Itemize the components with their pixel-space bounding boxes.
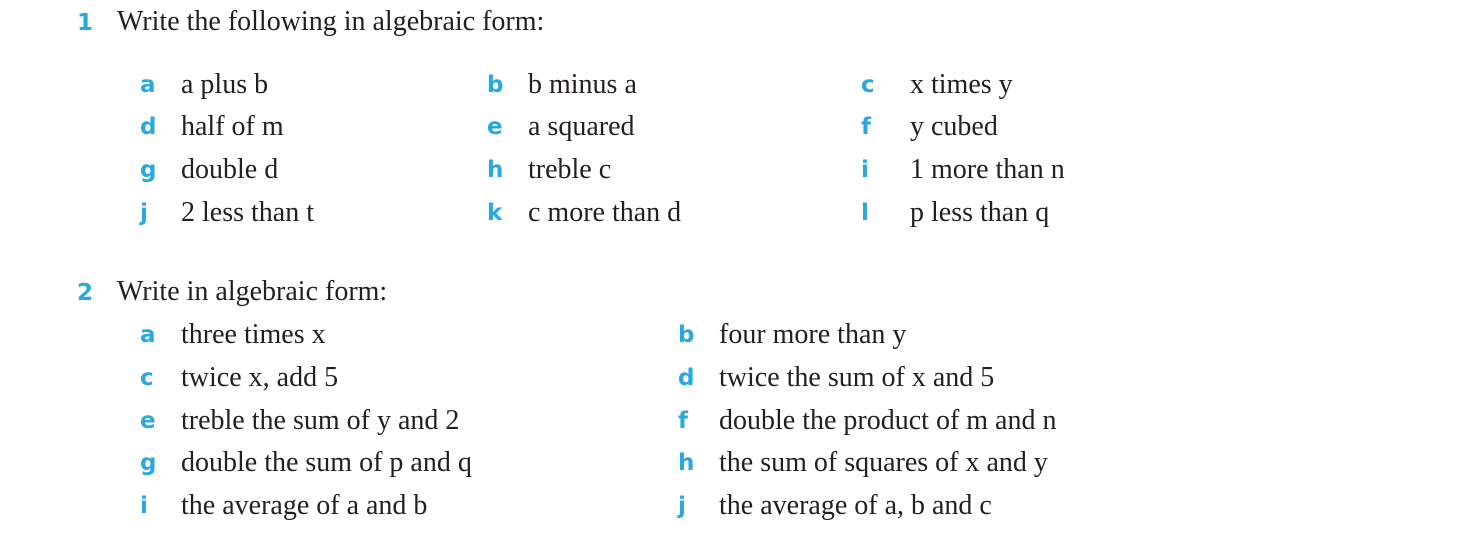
part-text: double the sum of p and q <box>181 447 472 478</box>
part-text: 2 less than t <box>181 197 314 228</box>
question-2-stem: Write in algebraic form: <box>117 276 388 307</box>
part-letter: b <box>487 72 504 98</box>
part-letter: g <box>140 157 157 183</box>
part-text: c more than d <box>528 197 682 228</box>
part-letter: h <box>678 450 695 476</box>
part-text: treble the sum of y and 2 <box>181 405 460 436</box>
question-2-number: 2 <box>77 280 94 306</box>
part-text: the average of a, b and c <box>719 490 992 521</box>
part-text: half of m <box>181 111 284 142</box>
part-letter: a <box>140 322 156 348</box>
part-text: double d <box>181 154 279 185</box>
part-letter: h <box>487 157 504 183</box>
part-letter: l <box>861 200 869 226</box>
part-text: the average of a and b <box>181 490 428 521</box>
part-text: x times y <box>910 69 1013 100</box>
part-text: four more than y <box>719 319 907 350</box>
part-text: treble c <box>528 154 612 185</box>
part-letter: e <box>487 114 503 140</box>
part-letter: c <box>140 365 154 391</box>
part-text: double the product of m and n <box>719 405 1057 436</box>
part-text: three times x <box>181 319 326 350</box>
part-letter: k <box>487 200 503 226</box>
part-letter: i <box>861 157 869 183</box>
part-text: a plus b <box>181 69 269 100</box>
part-letter: c <box>861 72 875 98</box>
part-letter: a <box>140 72 156 98</box>
part-text: twice the sum of x and 5 <box>719 362 995 393</box>
part-text: a squared <box>528 111 635 142</box>
part-letter: j <box>678 493 686 519</box>
part-letter: b <box>678 322 695 348</box>
part-letter: f <box>861 114 872 140</box>
part-letter: e <box>140 408 156 434</box>
part-letter: d <box>140 114 157 140</box>
question-1-stem: Write the following in algebraic form: <box>117 6 545 37</box>
part-letter: d <box>678 365 695 391</box>
part-letter: g <box>140 450 157 476</box>
part-text: b minus a <box>528 69 637 100</box>
part-letter: j <box>140 200 148 226</box>
question-1-number: 1 <box>77 10 94 36</box>
part-letter: i <box>140 493 148 519</box>
part-text: y cubed <box>910 111 998 142</box>
part-text: the sum of squares of x and y <box>719 447 1048 478</box>
part-letter: f <box>678 408 689 434</box>
part-text: p less than q <box>910 197 1050 228</box>
part-text: twice x, add 5 <box>181 362 339 393</box>
part-text: 1 more than n <box>910 154 1065 185</box>
